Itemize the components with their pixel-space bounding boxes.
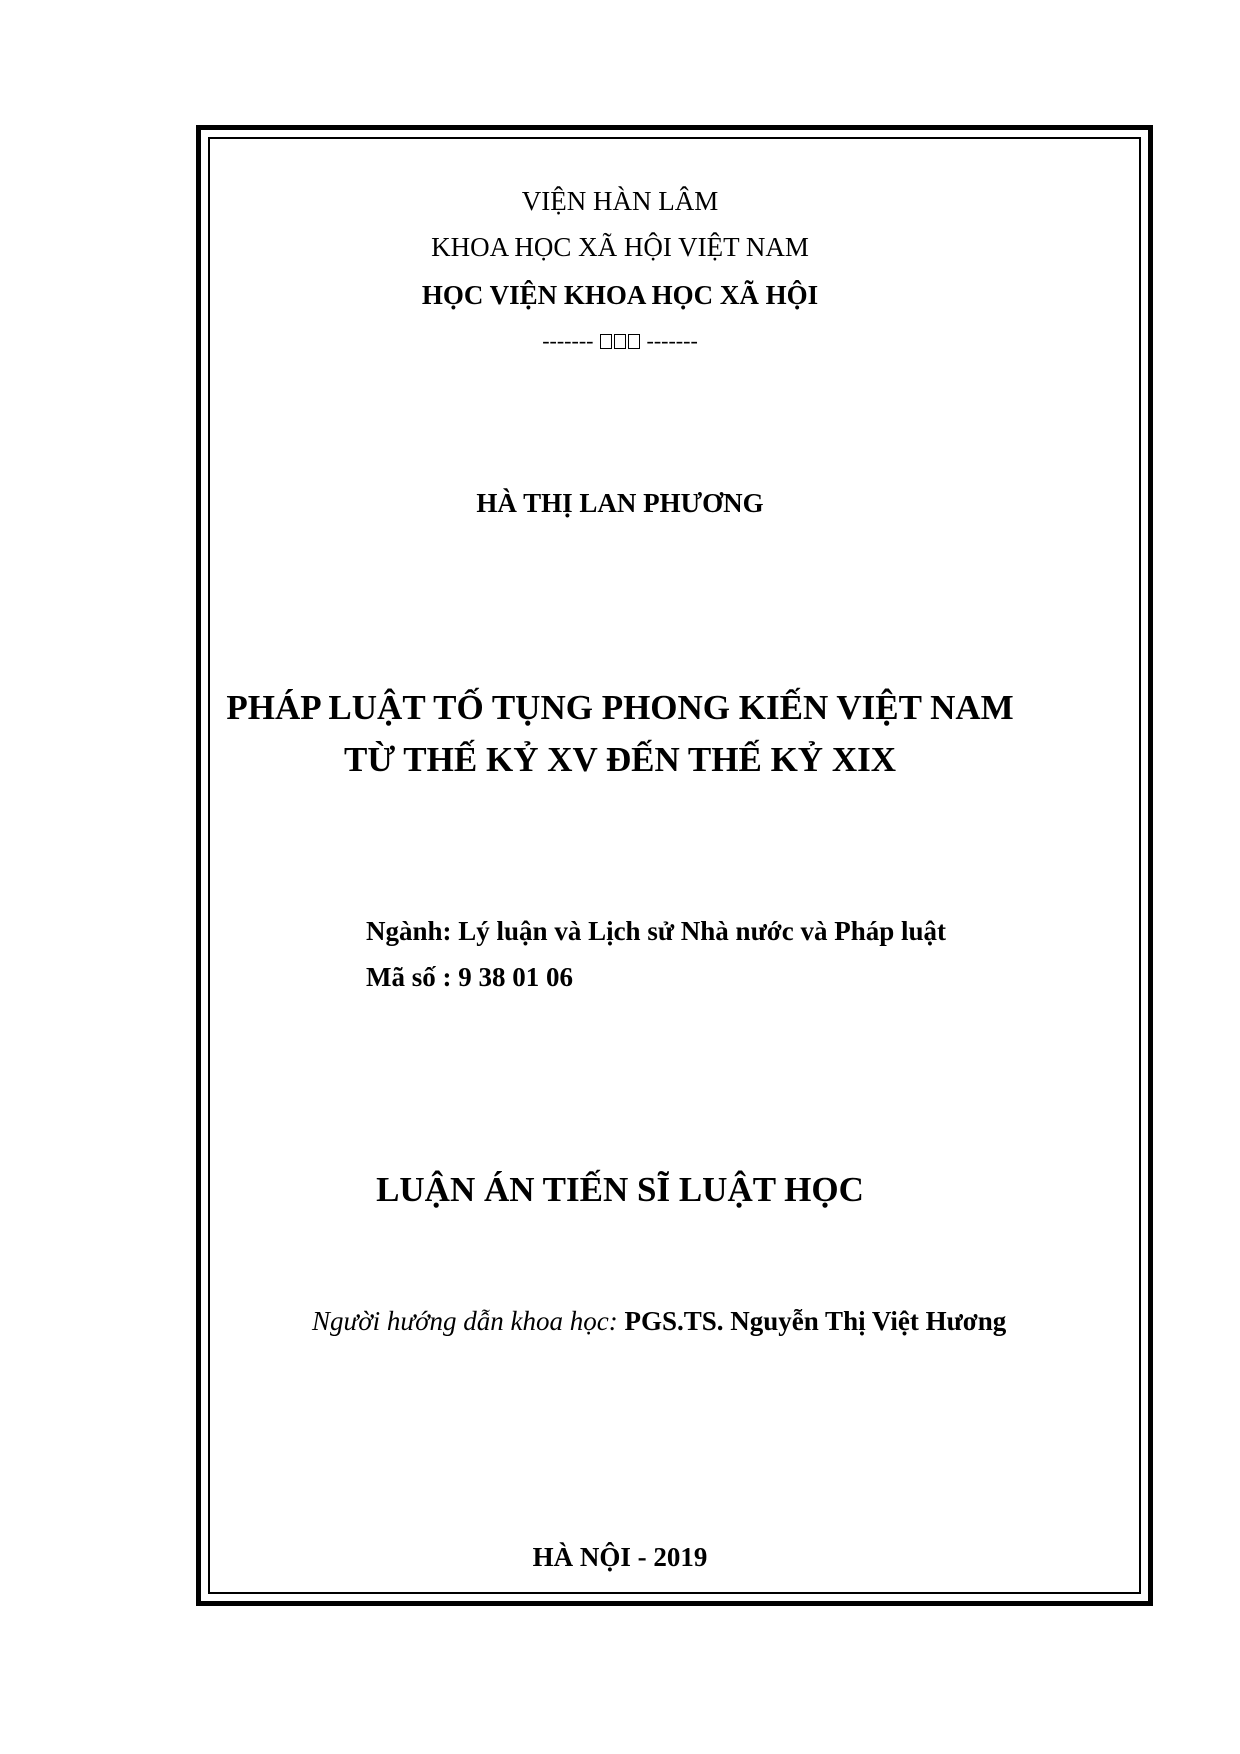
separator-dashes-right: ------- bbox=[646, 328, 698, 353]
box-glyph-icon bbox=[628, 334, 640, 349]
advisor-line bbox=[312, 1308, 1006, 1335]
advisor-label: Người hướng dẫn khoa học: bbox=[312, 1306, 618, 1336]
separator-boxes bbox=[599, 328, 641, 353]
institution-line-2: KHOA HỌC XÃ HỘI VIỆT NAM bbox=[431, 232, 809, 262]
degree-title: LUẬN ÁN TIẾN SĨ LUẬT HỌC bbox=[376, 1170, 864, 1209]
institution-line-1: VIỆN HÀN LÂM bbox=[521, 186, 719, 216]
place-and-year: HÀ NỘI - 2019 bbox=[532, 1542, 708, 1572]
author-name: HÀ THỊ LAN PHƯƠNG bbox=[476, 488, 764, 518]
institution-line-3: HỌC VIỆN KHOA HỌC XÃ HỘI bbox=[421, 280, 819, 310]
box-glyph-icon bbox=[614, 334, 626, 349]
thesis-title-line-1: PHÁP LUẬT TỐ TỤNG PHONG KIẾN VIỆT NAM bbox=[226, 688, 1014, 727]
thesis-title-line-2: TỪ THẾ KỶ XV ĐẾN THẾ KỶ XIX bbox=[343, 740, 896, 779]
header-separator bbox=[0, 330, 1240, 352]
major-line: Ngành: Lý luận và Lịch sử Nhà nước và Pháp luật bbox=[366, 916, 946, 946]
inner-border bbox=[208, 137, 1141, 1594]
advisor-name: PGS.TS. Nguyễn Thị Việt Hương bbox=[624, 1306, 1007, 1336]
separator-dashes-left: ------- bbox=[542, 328, 594, 353]
code-line: Mã số : 9 38 01 06 bbox=[366, 962, 573, 992]
box-glyph-icon bbox=[600, 334, 612, 349]
